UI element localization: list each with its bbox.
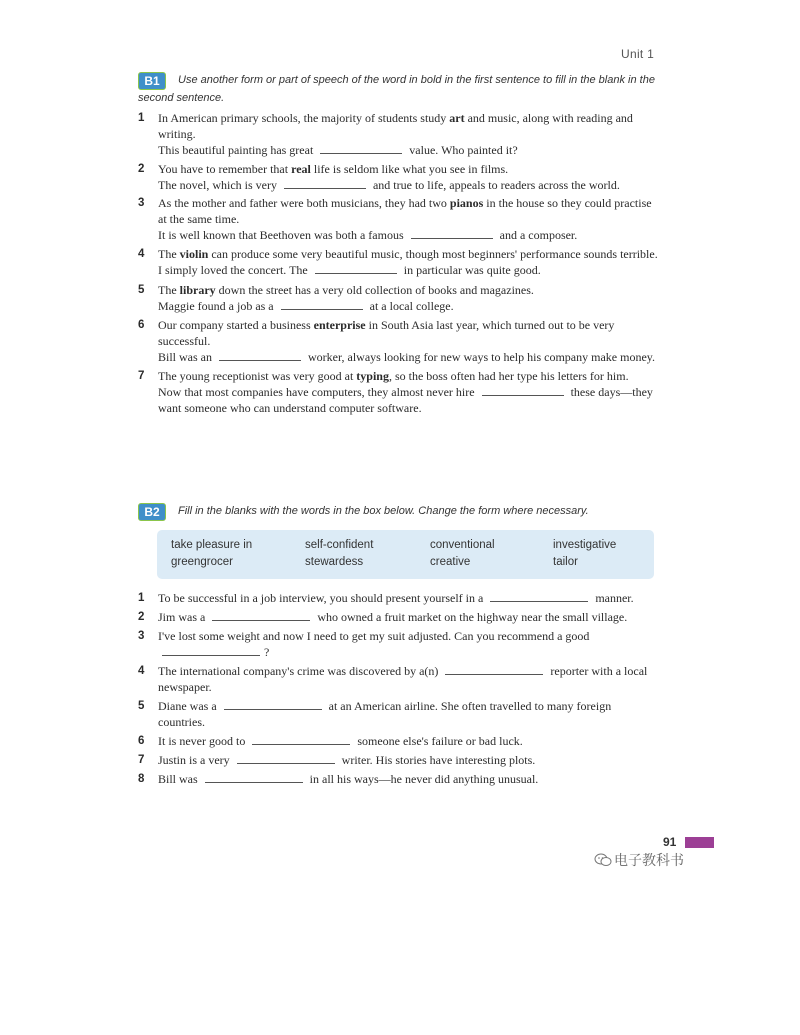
- exercise-item: [138, 368, 658, 416]
- original-sentence: [158, 368, 658, 384]
- item-number: 4: [138, 248, 145, 260]
- b2-exercise-list: [138, 590, 658, 787]
- original-sentence: [158, 317, 658, 349]
- sentence-text: can produce some very beautiful music, though most beginners' performance sounds terrible.: [208, 247, 658, 261]
- sentence-text: Diane was a: [158, 699, 220, 713]
- page-number: 91: [663, 835, 677, 849]
- answer-blank[interactable]: [237, 753, 335, 764]
- sentence-text: I've lost some weight and now I need to get my suit adjusted. Can you recommend a good: [158, 629, 590, 643]
- sentence-text: at an American airline. She often travelled to many foreign countries.: [158, 699, 612, 729]
- sentence-text: in South Asia last year, which turned out to be very successful.: [158, 318, 615, 348]
- b1-instruction: [138, 72, 658, 107]
- sentence-text: and music, along with reading and writing.: [158, 111, 633, 141]
- sentence-text: The international company's crime was discovered by a(n): [158, 664, 442, 678]
- item-number: 3: [138, 197, 145, 209]
- answer-blank[interactable]: [482, 385, 564, 396]
- sentence-text: in all his ways—he never did anything unusual.: [306, 772, 539, 786]
- item-number: 3: [138, 630, 145, 642]
- answer-blank[interactable]: [445, 664, 543, 675]
- sentence-text: Our company started a business: [158, 318, 314, 332]
- item-number: 2: [138, 163, 145, 175]
- original-sentence: [158, 110, 658, 142]
- word-box: [157, 530, 654, 579]
- sentence-text: Maggie found a job as a: [158, 299, 277, 313]
- word-box-item: greengrocer: [171, 556, 234, 568]
- word-box-item: take pleasure in: [171, 539, 253, 551]
- sentence-text: someone else's failure or bad luck.: [354, 734, 523, 748]
- target-sentence: [158, 298, 658, 314]
- sentence-text: in the house so they could practise at the same time.: [158, 196, 652, 226]
- target-sentence: [158, 177, 658, 193]
- sentence-text: I simply loved the concert. The: [158, 263, 311, 277]
- word-box-item: self-confident: [305, 539, 374, 551]
- exercise-item: [138, 317, 658, 365]
- sentence-text: who owned a fruit market on the highway near the small village.: [314, 610, 628, 624]
- answer-blank[interactable]: [212, 610, 310, 621]
- sentence-text: value. Who painted it?: [406, 143, 518, 157]
- item-number: 1: [138, 112, 145, 124]
- exercise-item: [138, 752, 658, 768]
- sentence-text: The novel, which is very: [158, 178, 280, 192]
- target-sentence: [158, 349, 658, 365]
- item-number: 7: [138, 370, 145, 382]
- exercise-item: [138, 161, 658, 193]
- sentence-text: in particular was quite good.: [400, 263, 541, 277]
- b2-instruction-text: Fill in the blanks with the words in the box below. Change the form where necessary.: [178, 505, 589, 517]
- sentence-text: worker, always looking for new ways to help his company make money.: [305, 350, 655, 364]
- answer-blank[interactable]: [320, 143, 402, 154]
- sentence-text: The young receptionist was very good at: [158, 369, 357, 383]
- answer-blank[interactable]: [205, 772, 303, 783]
- item-number: 2: [138, 611, 145, 623]
- sentence-text: This beautiful painting has great: [158, 143, 317, 157]
- watermark: [594, 850, 684, 870]
- original-sentence: [158, 282, 658, 298]
- original-sentence: [158, 246, 658, 262]
- sentence-text: and true to life, appeals to readers across the world.: [369, 178, 620, 192]
- b1-badge: B1: [138, 72, 166, 90]
- word-box-item: conventional: [430, 539, 495, 551]
- exercise-item: [138, 590, 658, 606]
- item-number: 6: [138, 319, 145, 331]
- sentence-text: at a local college.: [366, 299, 454, 313]
- bold-word: pianos: [449, 196, 484, 210]
- wechat-icon: [594, 853, 612, 867]
- bold-word: enterprise: [313, 318, 366, 332]
- sentence-text: reporter with a local newspaper.: [158, 664, 648, 694]
- sentence-text: Now that most companies have computers, they almost never hire: [158, 385, 478, 399]
- item-number: 1: [138, 592, 145, 604]
- sentence-text: The: [158, 283, 180, 297]
- item-number: 7: [138, 754, 145, 766]
- sentence-text: manner.: [592, 591, 634, 605]
- sentence-text: down the street has a very old collection of books and magazines.: [215, 283, 534, 297]
- sentence-text: Jim was a: [158, 610, 209, 624]
- exercise-item: [138, 698, 658, 730]
- answer-blank[interactable]: [252, 734, 350, 745]
- exercise-item: [138, 733, 658, 749]
- exercise-item: [138, 246, 658, 278]
- sentence-text: As the mother and father were both musicians, they had two: [158, 196, 450, 210]
- sentence-text: The: [158, 247, 180, 261]
- exercise-item: [138, 282, 658, 314]
- sentence-text: You have to remember that: [158, 162, 292, 176]
- item-number: 5: [138, 284, 145, 296]
- exercise-item: [138, 110, 658, 158]
- sentence-text: Bill was an: [158, 350, 215, 364]
- answer-blank[interactable]: [490, 591, 588, 602]
- sentence-text: life is seldom like what you see in films.: [310, 162, 509, 176]
- sentence-text: In American primary schools, the majority of students study: [158, 111, 450, 125]
- answer-blank[interactable]: [411, 228, 493, 239]
- sentence-text: To be successful in a job interview, you should present yourself in a: [158, 591, 487, 605]
- watermark-text: 电子教科书: [614, 853, 684, 869]
- item-number: 8: [138, 773, 145, 785]
- bold-word: typing: [356, 369, 389, 383]
- sentence-text: and a composer.: [496, 228, 578, 242]
- page-number-bar: [685, 837, 714, 848]
- word-box-item: creative: [430, 556, 471, 568]
- sentence-text: ?: [264, 645, 270, 659]
- sentence-text: Bill was: [158, 772, 201, 786]
- item-number: 5: [138, 700, 145, 712]
- exercise-item: [138, 609, 658, 625]
- sentence-text: writer. His stories have interesting plots.: [338, 753, 536, 767]
- b1-exercise-list: [138, 110, 658, 422]
- sentence-text: It is well known that Beethoven was both a famous: [158, 228, 407, 242]
- answer-blank[interactable]: [224, 699, 322, 710]
- b2-instruction: [138, 503, 658, 521]
- bold-word: art: [449, 111, 465, 125]
- b2-badge: B2: [138, 503, 166, 521]
- item-number: 6: [138, 735, 145, 747]
- original-sentence: [158, 161, 658, 177]
- sentence-text: , so the boss often had her type his letters for him.: [388, 369, 629, 383]
- sentence-text: It is never good to: [158, 734, 249, 748]
- exercise-item: [138, 195, 658, 243]
- target-sentence: [158, 262, 658, 278]
- bold-word: violin: [179, 247, 209, 261]
- target-sentence: [158, 384, 658, 416]
- word-box-item: investigative: [553, 539, 617, 551]
- unit-label: Unit 1: [621, 47, 655, 61]
- answer-blank[interactable]: [162, 645, 260, 656]
- target-sentence: [158, 227, 658, 243]
- answer-blank[interactable]: [284, 178, 366, 189]
- sentence-text: Justin is a very: [158, 753, 233, 767]
- target-sentence: [158, 142, 658, 158]
- item-number: 4: [138, 665, 145, 677]
- exercise-item: [138, 663, 658, 695]
- exercise-item: [138, 628, 658, 660]
- answer-blank[interactable]: [315, 263, 397, 274]
- b1-instruction-text: Use another form or part of speech of the word in bold in the first sentence to fill in the blank in the second sentence.: [138, 74, 655, 104]
- word-box-item: tailor: [553, 556, 578, 568]
- answer-blank[interactable]: [281, 299, 363, 310]
- bold-word: real: [291, 162, 311, 176]
- sentence-text: these days—they want someone who can understand computer software.: [158, 385, 653, 415]
- original-sentence: [158, 195, 658, 227]
- answer-blank[interactable]: [219, 350, 301, 361]
- exercise-item: [138, 771, 658, 787]
- bold-word: library: [179, 283, 216, 297]
- word-box-item: stewardess: [305, 556, 364, 568]
